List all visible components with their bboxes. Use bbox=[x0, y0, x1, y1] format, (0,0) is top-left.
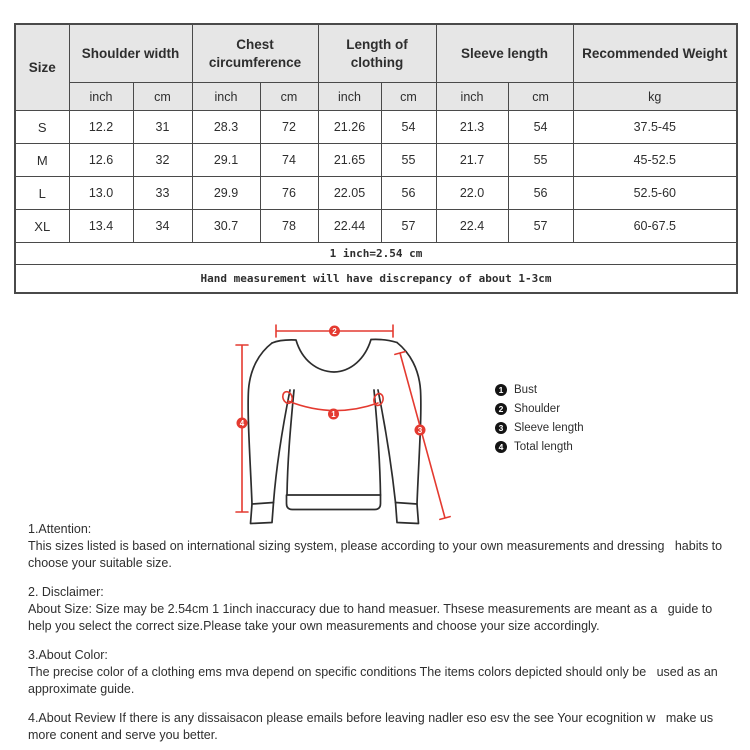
value-cell: 34 bbox=[133, 210, 192, 243]
table-subheader-row bbox=[15, 83, 737, 111]
value-cell: 52.5-60 bbox=[573, 177, 737, 210]
table-row bbox=[15, 177, 737, 210]
table-row bbox=[15, 144, 737, 177]
value-cell: 78 bbox=[260, 210, 318, 243]
section-title: 3.About Color: bbox=[28, 648, 108, 662]
header-sleeve-length: Sleeve length bbox=[436, 24, 573, 83]
legend-label: Total length bbox=[514, 440, 573, 453]
value-cell: 54 bbox=[508, 111, 573, 144]
marker-1-bust bbox=[328, 409, 339, 420]
subheader-inch: inch bbox=[69, 83, 133, 111]
value-cell: 22.4 bbox=[436, 210, 508, 243]
value-cell: 28.3 bbox=[192, 111, 260, 144]
value-cell: 29.1 bbox=[192, 144, 260, 177]
value-cell: 55 bbox=[508, 144, 573, 177]
legend-item-total-length bbox=[495, 437, 584, 456]
sweater-measurement-diagram bbox=[222, 312, 482, 540]
header-chest-circumference: Chest circumference bbox=[192, 24, 318, 83]
svg-text:4: 4 bbox=[239, 419, 245, 428]
size-table-body bbox=[15, 111, 737, 243]
section-title: 2. Disclaimer: bbox=[28, 585, 104, 599]
subheader-cm: cm bbox=[508, 83, 573, 111]
header-shoulder-width: Shoulder width bbox=[69, 24, 192, 83]
value-cell: 31 bbox=[133, 111, 192, 144]
value-cell: 55 bbox=[381, 144, 436, 177]
value-cell: 56 bbox=[381, 177, 436, 210]
legend-item-sleeve-length bbox=[495, 418, 584, 437]
value-cell: 21.3 bbox=[436, 111, 508, 144]
table-header-row bbox=[15, 24, 737, 83]
section-body: The precise color of a clothing ems mva depend on specific conditions The items colors depicted should only be used as an approximate guide. bbox=[28, 665, 722, 696]
subheader-cm: cm bbox=[133, 83, 192, 111]
table-note-row bbox=[15, 265, 737, 294]
size-cell: XL bbox=[15, 210, 69, 243]
section-body: 4.About Review If there is any dissaisacon please emails before leaving nadler eso esv the see Your ecognition w make us more conent and serve you better. bbox=[28, 711, 717, 742]
table-note-row bbox=[15, 243, 737, 265]
svg-text:3: 3 bbox=[417, 426, 423, 435]
header-recommended-weight: Recommended Weight bbox=[573, 24, 737, 83]
sleeve-measure-line bbox=[395, 352, 450, 520]
legend-item-shoulder bbox=[495, 399, 584, 418]
legend-label: Bust bbox=[514, 383, 538, 396]
legend-label: Sleeve length bbox=[514, 421, 584, 434]
value-cell: 72 bbox=[260, 111, 318, 144]
value-cell: 37.5-45 bbox=[573, 111, 737, 144]
value-cell: 76 bbox=[260, 177, 318, 210]
value-cell: 12.2 bbox=[69, 111, 133, 144]
legend-bullet-1: 1 bbox=[495, 384, 507, 396]
measurement-discrepancy-note: Hand measurement will have discrepancy of about 1-3cm bbox=[15, 265, 737, 294]
value-cell: 29.9 bbox=[192, 177, 260, 210]
header-length-of-clothing: Length of clothing bbox=[318, 24, 436, 83]
value-cell: 22.44 bbox=[318, 210, 381, 243]
about-color-section bbox=[28, 647, 732, 698]
value-cell: 54 bbox=[381, 111, 436, 144]
marker-3-sleeve-length bbox=[415, 425, 426, 436]
legend-bullet-4: 4 bbox=[495, 441, 507, 453]
value-cell: 33 bbox=[133, 177, 192, 210]
legend-bullet-3: 3 bbox=[495, 422, 507, 434]
value-cell: 45-52.5 bbox=[573, 144, 737, 177]
inch-conversion-note: 1 inch=2.54 cm bbox=[15, 243, 737, 265]
legend-bullet-2: 2 bbox=[495, 403, 507, 415]
value-cell: 22.0 bbox=[436, 177, 508, 210]
subheader-cm: cm bbox=[260, 83, 318, 111]
value-cell: 21.26 bbox=[318, 111, 381, 144]
size-cell: L bbox=[15, 177, 69, 210]
size-cell: M bbox=[15, 144, 69, 177]
value-cell: 32 bbox=[133, 144, 192, 177]
size-cell: S bbox=[15, 111, 69, 144]
subheader-inch: inch bbox=[192, 83, 260, 111]
value-cell: 21.65 bbox=[318, 144, 381, 177]
measurement-legend bbox=[495, 380, 584, 456]
value-cell: 56 bbox=[508, 177, 573, 210]
value-cell: 57 bbox=[381, 210, 436, 243]
marker-4-total-length bbox=[237, 418, 248, 429]
disclaimer-section bbox=[28, 584, 732, 635]
value-cell: 13.4 bbox=[69, 210, 133, 243]
section-title: 1.Attention: bbox=[28, 522, 92, 536]
about-review-section bbox=[28, 710, 732, 744]
attention-section bbox=[28, 521, 732, 572]
svg-text:1: 1 bbox=[331, 410, 336, 419]
value-cell: 60-67.5 bbox=[573, 210, 737, 243]
subheader-cm: cm bbox=[381, 83, 436, 111]
value-cell: 12.6 bbox=[69, 144, 133, 177]
value-cell: 13.0 bbox=[69, 177, 133, 210]
header-size: Size bbox=[15, 24, 69, 111]
subheader-kg: kg bbox=[573, 83, 737, 111]
value-cell: 30.7 bbox=[192, 210, 260, 243]
marker-2-shoulder bbox=[329, 326, 340, 337]
section-body: About Size: Size may be 2.54cm 1 1inch inaccuracy due to hand measuer. Thsese measurements are meant as a guide to help you select the correct size.Please take your own measurements and choose your size accordingly. bbox=[28, 602, 716, 633]
size-table bbox=[14, 23, 738, 294]
value-cell: 22.05 bbox=[318, 177, 381, 210]
svg-text:2: 2 bbox=[332, 327, 337, 336]
table-row bbox=[15, 111, 737, 144]
value-cell: 21.7 bbox=[436, 144, 508, 177]
table-row bbox=[15, 210, 737, 243]
sweater-outline bbox=[248, 339, 421, 523]
bust-measure-line bbox=[281, 390, 384, 410]
legend-item-bust bbox=[495, 380, 584, 399]
section-body: This sizes listed is based on international sizing system, please according to your own measurements and dressing habits to choose your suitable size. bbox=[28, 539, 726, 570]
legend-label: Shoulder bbox=[514, 402, 561, 415]
subheader-inch: inch bbox=[436, 83, 508, 111]
value-cell: 74 bbox=[260, 144, 318, 177]
value-cell: 57 bbox=[508, 210, 573, 243]
subheader-inch: inch bbox=[318, 83, 381, 111]
product-notes bbox=[28, 521, 732, 750]
